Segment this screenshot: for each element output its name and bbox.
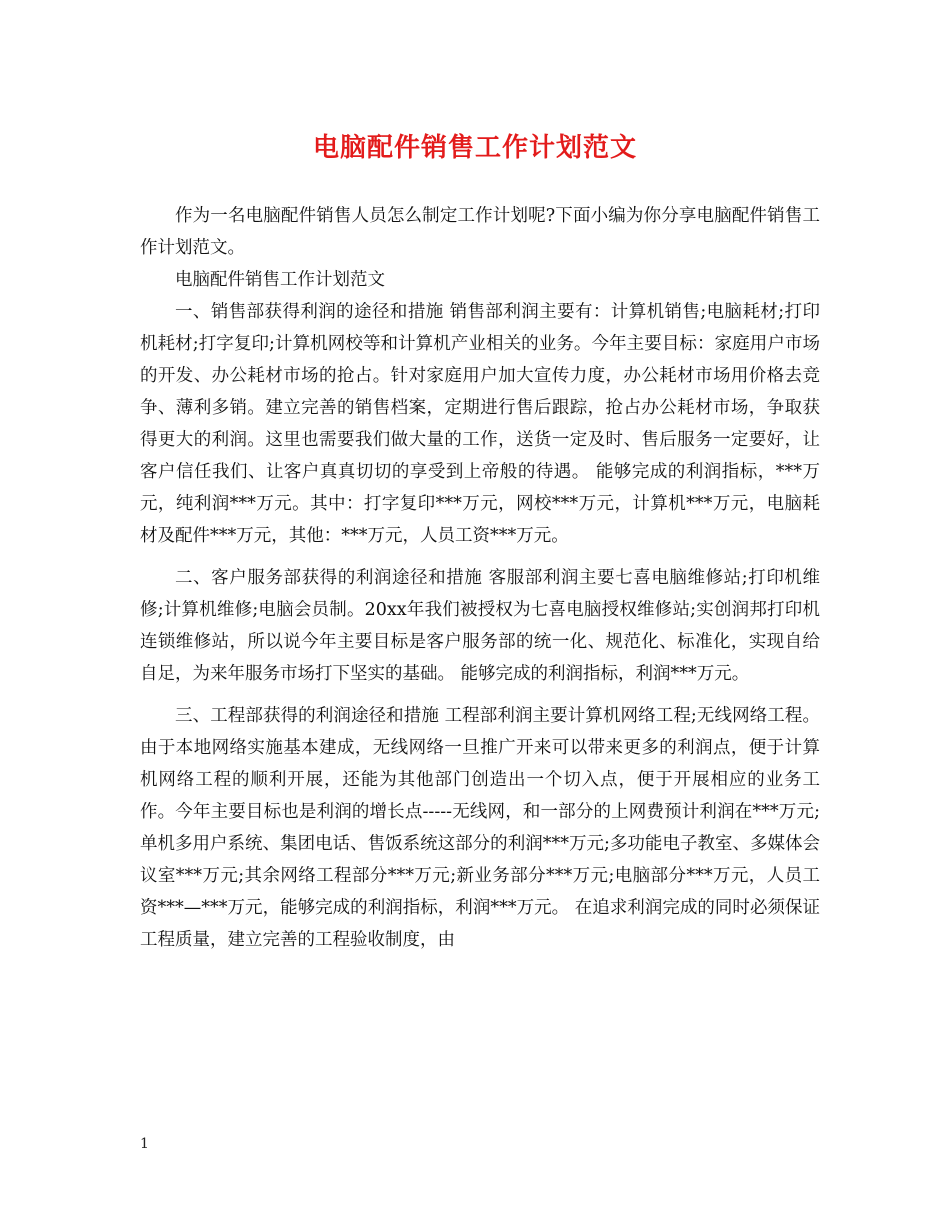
document-body [140,200,820,956]
document-title: 电脑配件销售工作计划范文 [312,133,637,163]
customer-service-paragraph: 二、客户服务部获得的利润途径和措施 客服部利润主要七喜电脑维修站;打印机维修;计算机维修;电脑会员制。20xx年我们被授权为七喜电脑授权维修站;实创润邦打印机连锁维修站，所以说今年主要目标是客户服务部的统一化、规范化、标准化，实现自给自足，为来年服务市场打下坚实的基础。 能够完成的利润指标，利润***万元。 [140,568,820,684]
paragraph-gap [140,552,820,562]
paragraph-gap [140,690,820,700]
engineering-dept-paragraph: 三、工程部获得的利润途径和措施 工程部利润主要计算机网络工程;无线网络工程。由于本地网络实施基本建成，无线网络一旦推广开来可以带来更多的利润点，便于计算机网络工程的顺利开展，还能为其他部门创造出一个切入点，便于开展相应的业务工作。今年主要目标也是利润的增长点-----无线网，和一部分的上网费预计利润在***万元;单机多用户系统、集团电话、售饭系统这部分的利润***万元;多功能电子教室、多媒体会议室***万元;其余网络工程部分***万元;新业务部分***万元;电脑部分***万元，人员工资***—***万元，能够完成的利润指标，利润***万元。 在追求利润完成的同时必须保证工程质量，建立完善的工程验收制度，由 [140,706,820,950]
page-number: 1 [140,1136,149,1152]
sales-dept-paragraph: 一、销售部获得利润的途径和措施 销售部利润主要有：计算机销售;电脑耗材;打印机耗材;打字复印;计算机网校等和计算机产业相关的业务。今年主要目标：家庭用户市场的开发、办公耗材市场的抢占。针对家庭用户加大宣传力度，办公耗材市场用价格去竞争、薄利多销。建立完善的销售档案，定期进行售后跟踪，抢占办公耗材市场，争取获得更大的利润。这里也需要我们做大量的工作，送货一定及时、售后服务一定要好，让客户信任我们、让客户真真切切的享受到上帝般的待遇。 能够完成的利润指标，***万元，纯利润***万元。其中：打字复印***万元，网校***万元，计算机***万元，电脑耗材及配件***万元，其他：***万元，人员工资***万元。 [140,302,820,546]
intro-paragraph: 作为一名电脑配件销售人员怎么制定工作计划呢?下面小编为你分享电脑配件销售工作计划范文。 [140,206,820,258]
subtitle-paragraph: 电脑配件销售工作计划范文 [175,270,385,290]
